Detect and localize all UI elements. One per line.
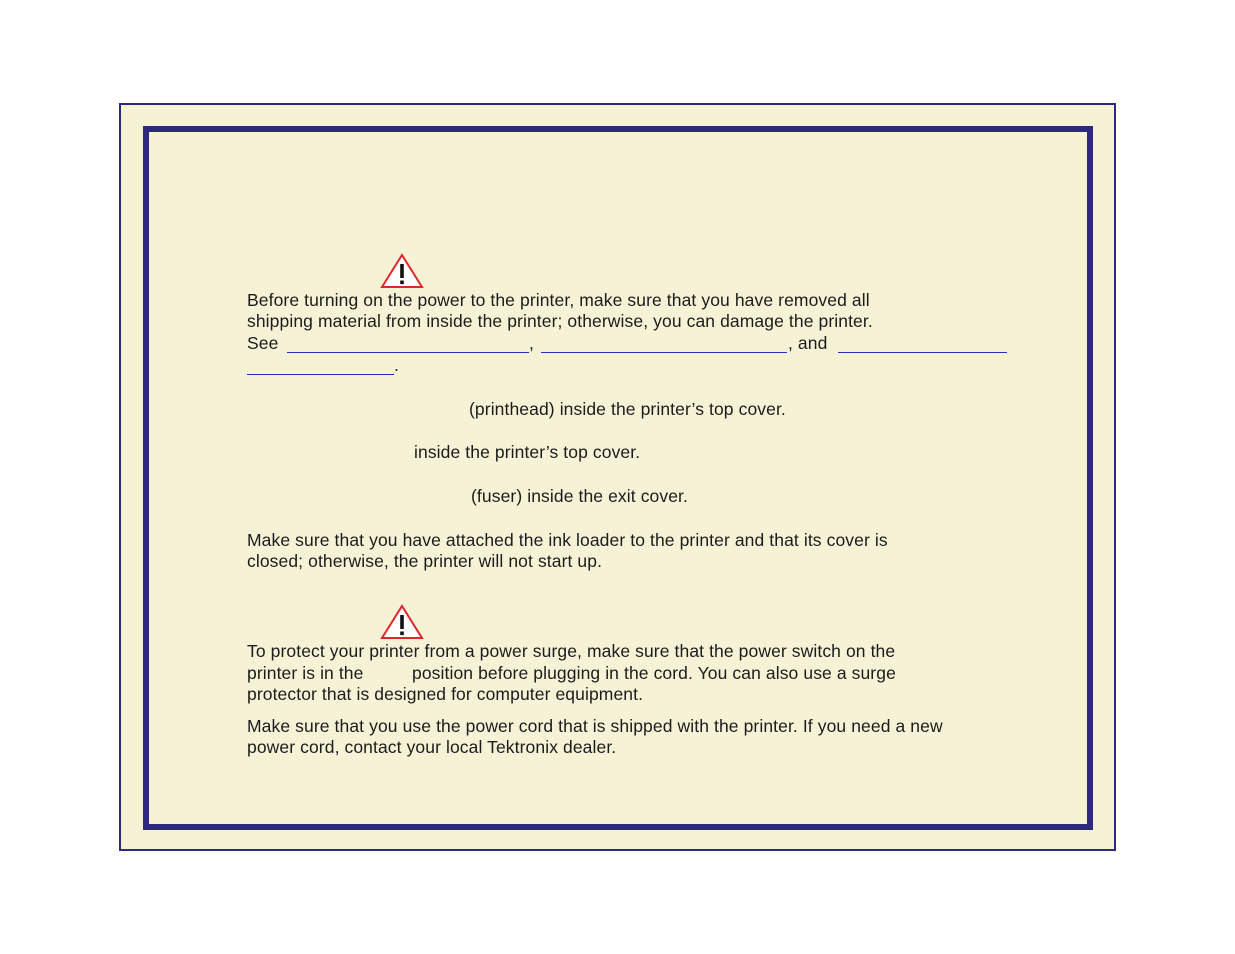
see-link-2[interactable] xyxy=(541,352,787,353)
caution-2-line-1: To protect your printer from a power surge, make sure that the power switch on the xyxy=(247,641,896,661)
period: . xyxy=(394,355,399,375)
see-link-1[interactable] xyxy=(287,352,529,353)
comma-separator: , xyxy=(529,333,534,353)
caution-1-see-label: See xyxy=(247,333,279,353)
warning-triangle-icon xyxy=(380,253,424,289)
caution-2-line-3: protector that is designed for computer equipment. xyxy=(247,684,644,704)
power-cord-line-2: power cord, contact your local Tektronix dealer. xyxy=(247,737,617,757)
caution-2-line-2b: position before plugging in the cord. You can also use a surge xyxy=(412,663,896,683)
power-cord-line-1: Make sure that you use the power cord that is shipped with the printer. If you need a new xyxy=(247,716,943,736)
shipping-item-fuser: (fuser) inside the exit cover. xyxy=(471,486,688,506)
warning-triangle-icon xyxy=(380,604,424,640)
caution-1-line-1: Before turning on the power to the printer, make sure that you have removed all xyxy=(247,290,870,310)
caution-2-line-2a: printer is in the xyxy=(247,663,364,683)
see-link-3-continued[interactable] xyxy=(247,374,394,375)
shipping-item-top-cover: inside the printer’s top cover. xyxy=(414,442,641,462)
comma-and-separator: , and xyxy=(788,333,828,353)
shipping-item-printhead: (printhead) inside the printer’s top cover. xyxy=(469,399,786,419)
ink-loader-line-1: Make sure that you have attached the ink loader to the printer and that its cover is xyxy=(247,530,888,550)
ink-loader-line-2: closed; otherwise, the printer will not start up. xyxy=(247,551,603,571)
see-link-3[interactable] xyxy=(838,352,1007,353)
caution-1-line-2: shipping material from inside the printer; otherwise, you can damage the printer. xyxy=(247,311,873,331)
